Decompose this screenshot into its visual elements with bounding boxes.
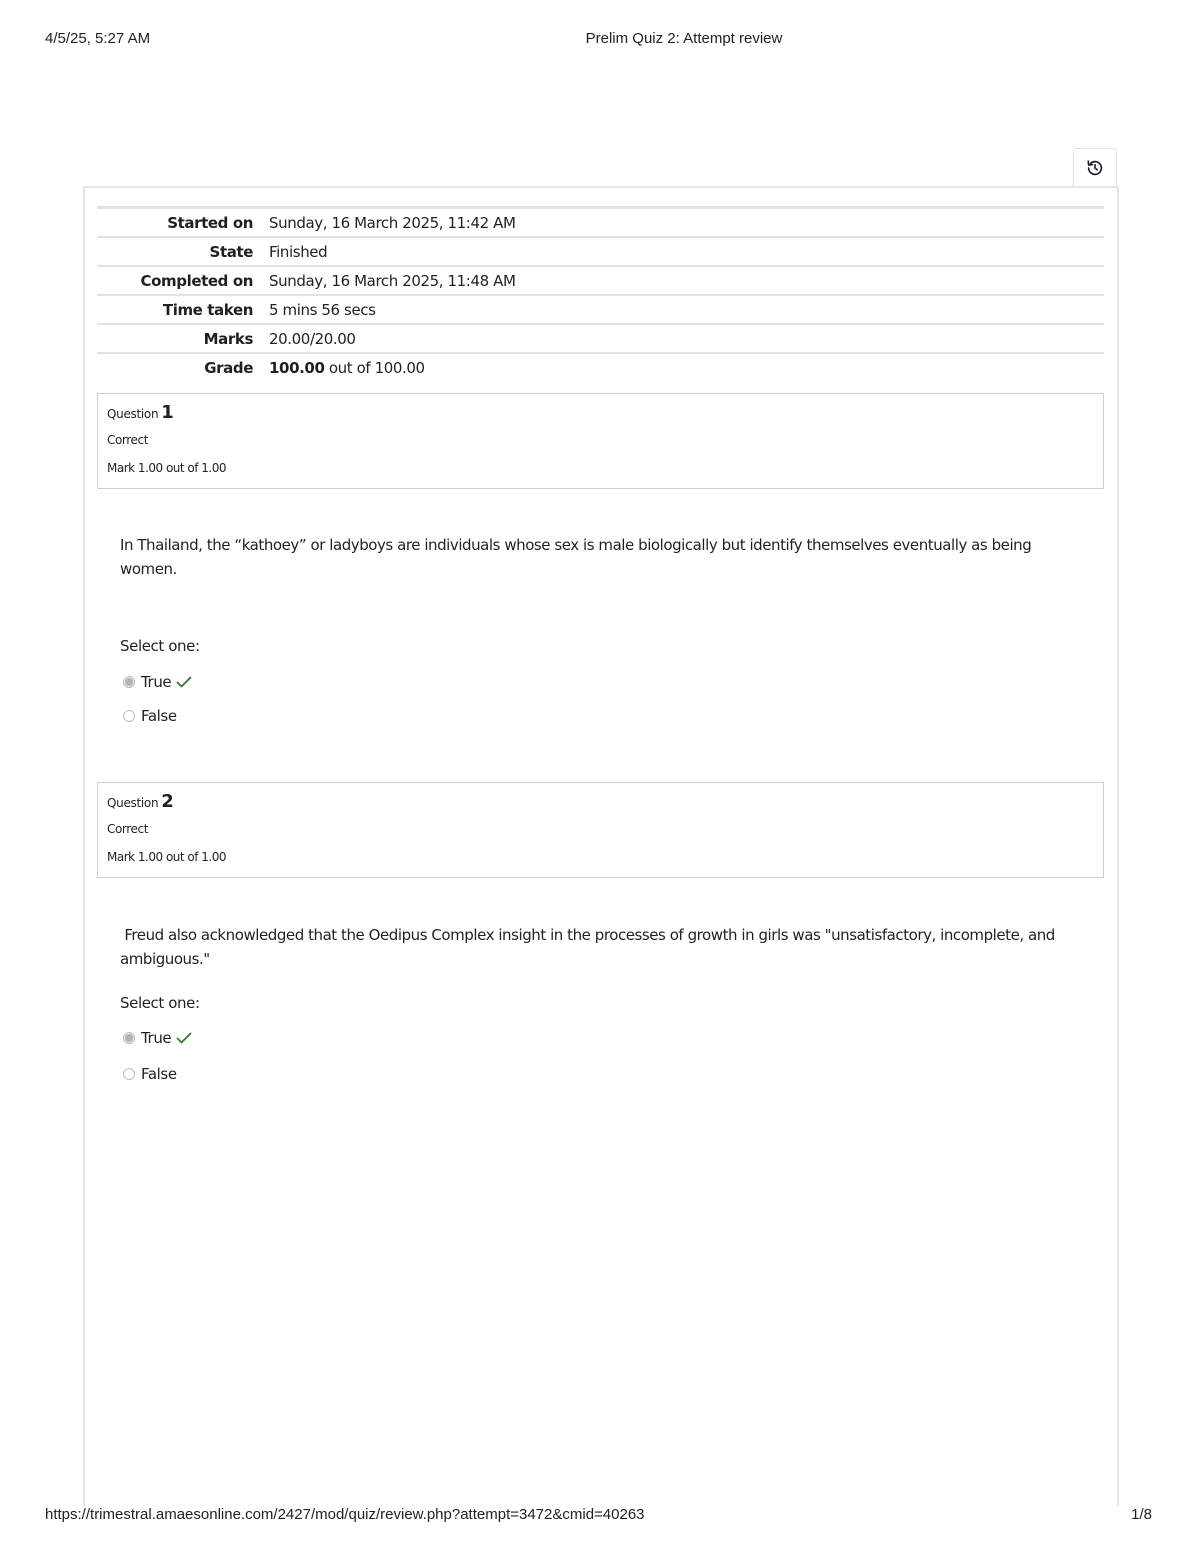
- print-title: Prelim Quiz 2: Attempt review: [585, 30, 783, 47]
- summary-row-marks: [97, 324, 1104, 353]
- option-label: False: [141, 1065, 177, 1083]
- question-state: Correct: [107, 433, 148, 447]
- summary-value: Finished: [269, 242, 328, 261]
- question-grade: Mark 1.00 out of 1.00: [107, 461, 227, 475]
- select-one-prompt: Select one:: [120, 637, 200, 655]
- option-label: True: [141, 673, 172, 691]
- answer-option-false[interactable]: [123, 1065, 177, 1083]
- check-icon: [176, 675, 192, 689]
- option-label: False: [141, 707, 177, 725]
- history-icon: [1086, 159, 1104, 177]
- question-num: 1: [161, 402, 174, 423]
- summary-label: Grade: [204, 358, 253, 377]
- summary-row-started: [97, 208, 1104, 238]
- print-header: [0, 30, 1200, 50]
- option-label: True: [141, 1029, 172, 1047]
- radio-true-selected[interactable]: [123, 676, 135, 688]
- answer-option-true[interactable]: [123, 673, 192, 691]
- summary-label: State: [209, 242, 253, 261]
- summary-value: 20.00/20.00: [269, 329, 356, 348]
- summary-value: Sunday, 16 March 2025, 11:42 AM: [269, 213, 516, 232]
- summary-value: 5 mins 56 secs: [269, 300, 376, 319]
- question-label: Question: [107, 407, 159, 421]
- question-info-2: [97, 782, 1104, 878]
- radio-true-selected[interactable]: [123, 1032, 135, 1044]
- summary-row-grade: [97, 353, 1104, 381]
- question-label: Question: [107, 796, 159, 810]
- history-button[interactable]: [1073, 148, 1117, 186]
- question-state: Correct: [107, 822, 148, 836]
- attempt-summary-table: [97, 206, 1104, 381]
- question-num: 2: [161, 791, 174, 812]
- radio-false[interactable]: [123, 710, 135, 722]
- summary-label: Marks: [203, 329, 253, 348]
- question-number: [107, 791, 174, 812]
- question-grade: Mark 1.00 out of 1.00: [107, 850, 227, 864]
- radio-false[interactable]: [123, 1068, 135, 1080]
- select-one-prompt: Select one:: [120, 994, 200, 1012]
- summary-row-time-taken: [97, 295, 1104, 324]
- summary-label: Started on: [167, 213, 253, 232]
- check-icon: [176, 1031, 192, 1045]
- question-number: [107, 402, 174, 423]
- grade-out-of: out of 100.00: [324, 358, 425, 377]
- question-text-2: Freud also acknowledged that the Oedipus Complex insight in the processes of growth in girls was "unsatisfactory, incomplete, and ambiguous.": [120, 926, 1060, 968]
- print-page-number: 1/8: [1131, 1506, 1152, 1523]
- answer-option-false[interactable]: [123, 707, 177, 725]
- summary-row-state: [97, 237, 1104, 266]
- summary-value: Sunday, 16 March 2025, 11:48 AM: [269, 271, 516, 290]
- question-text-1: In Thailand, the “kathoey” or ladyboys are individuals whose sex is male biologically but identify themselves eventually as being women.: [120, 536, 1032, 578]
- print-url: https://trimestral.amaesonline.com/2427/mod/quiz/review.php?attempt=3472&cmid=40263: [45, 1506, 645, 1523]
- summary-label: Time taken: [162, 300, 253, 319]
- summary-label: Completed on: [140, 271, 253, 290]
- grade-value: 100.00: [269, 358, 325, 377]
- summary-value: [269, 353, 1104, 381]
- print-datetime: 4/5/25, 5:27 AM: [45, 30, 151, 47]
- question-info-1: [97, 393, 1104, 489]
- summary-row-completed: [97, 266, 1104, 295]
- answer-option-true[interactable]: [123, 1029, 192, 1047]
